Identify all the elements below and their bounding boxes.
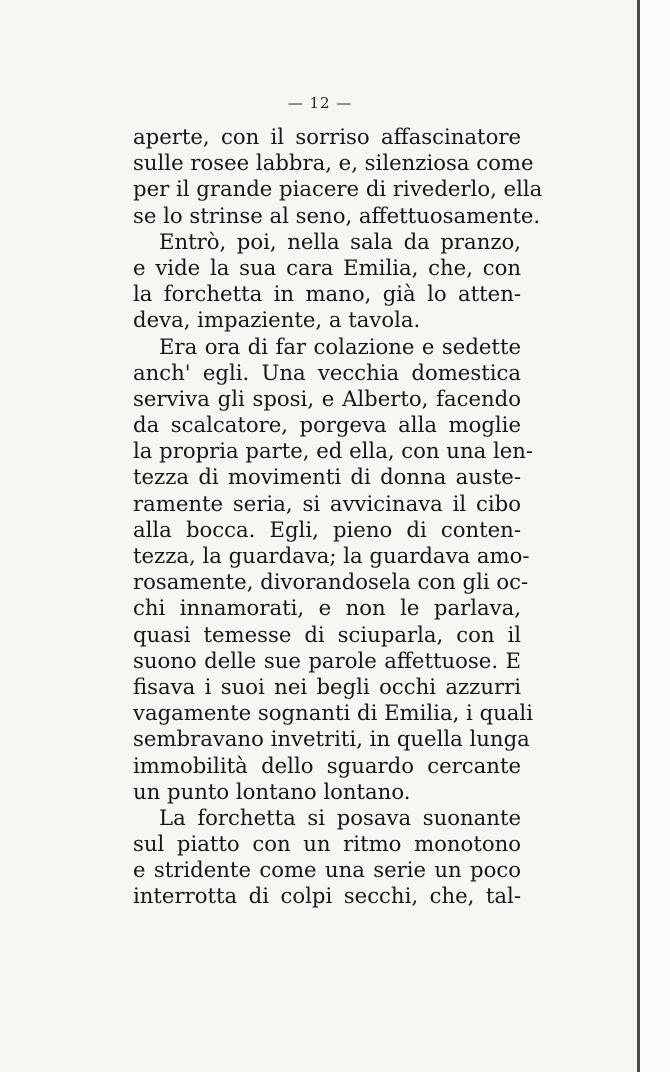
text-line: ramente seria, si avvicinava il cibo	[133, 490, 521, 516]
text-line: tezza, la guardava; la guardava amo-	[133, 543, 530, 568]
text-line: la propria parte, ed ella, con una len-	[133, 438, 534, 464]
text-line: serviva gli sposi, e Alberto, facendo	[133, 385, 521, 411]
text-line: e stridente come una serie un poco	[133, 857, 521, 883]
text-line: per il grande piacere di rivederlo, ella	[133, 176, 543, 202]
text-line: interrotta di colpi secchi, che, tal-	[133, 883, 521, 909]
text-line: la forchetta in mano, già lo atten-	[133, 281, 521, 307]
text-line: Entrò, poi, nella sala da pranzo,	[159, 228, 521, 254]
text-line: da scalcatore, porgeva alla moglie	[133, 412, 521, 438]
text-line: sembravano invetriti, in quella lunga	[133, 726, 530, 752]
text-line: vagamente sognanti di Emilia, i quali	[133, 700, 533, 726]
text-line: alla bocca. Egli, pieno di conten-	[133, 516, 521, 542]
body-text	[133, 124, 543, 910]
text-line: anch' egli. Una vecchia domestica	[133, 359, 521, 385]
text-line: aperte, con il sorriso affascinatore	[133, 124, 521, 149]
text-line: e vide la sua cara Emilia, che, con	[133, 254, 521, 280]
text-line: La forchetta si posava suonante	[159, 804, 521, 830]
text-line: tezza di movimenti di donna auste-	[133, 464, 521, 490]
text-line: un punto lontano lontano.	[133, 778, 411, 804]
text-line: fisava i suoi nei begli occhi azzurri	[133, 673, 521, 699]
page-number: — 12 —	[287, 94, 353, 112]
text-line: immobilità dello sguardo cercante	[133, 752, 521, 778]
text-line: chi innamorati, e non le parlava,	[133, 595, 521, 621]
text-line: sulle rosee labbra, e, silenziosa come	[133, 150, 534, 176]
text-line: se lo strinse al seno, affettuosamente.	[133, 202, 541, 228]
text-line: suono delle sue parole affettuose. E	[133, 647, 521, 673]
text-line: Era ora di far colazione e sedette	[159, 333, 521, 359]
text-line: deva, impaziente, a tavola.	[133, 307, 421, 333]
text-line: sul piatto con un ritmo monotono	[133, 831, 521, 857]
text-line: rosamente, divorandosela con gli oc-	[133, 569, 529, 595]
page-right-margin	[640, 0, 670, 1072]
text-line: quasi temesse di sciuparla, con il	[133, 621, 521, 647]
page-binding-edge	[637, 0, 640, 1072]
